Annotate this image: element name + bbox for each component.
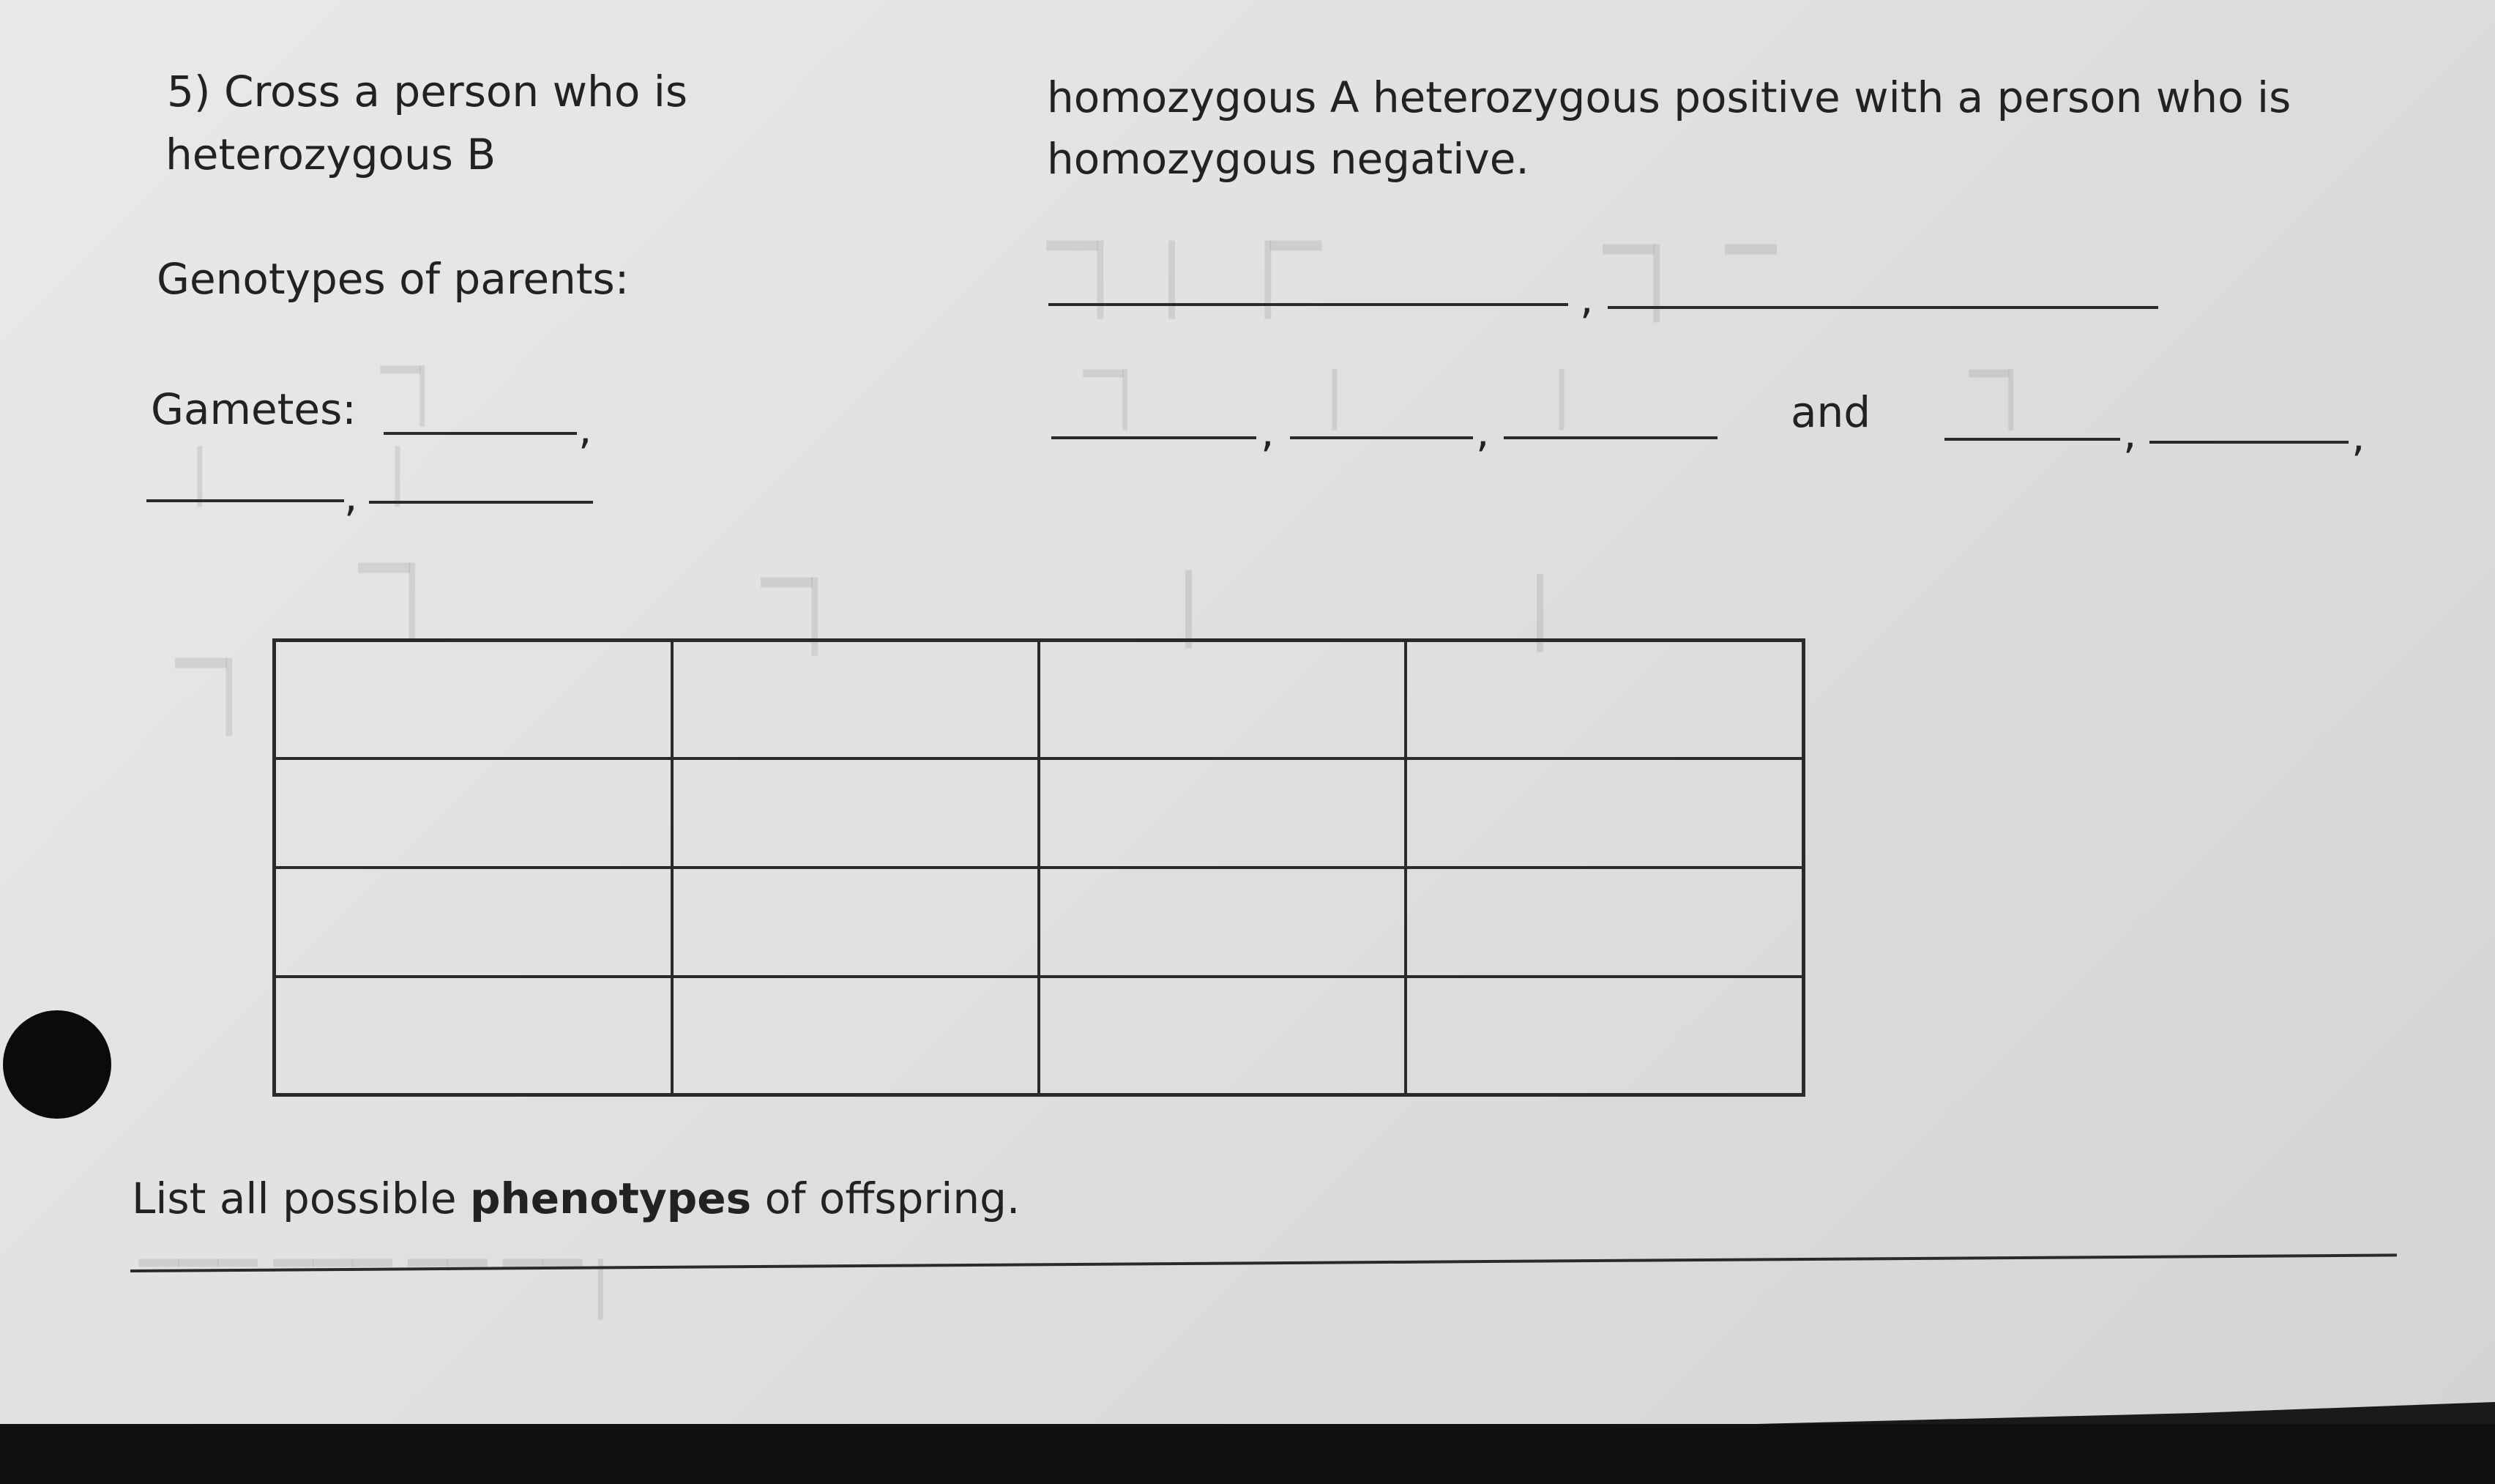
phenotypes-prompt-before: List all possible (132, 1174, 470, 1223)
phenotypes-prompt-bold: phenotypes (469, 1174, 752, 1223)
erased-pencil-mark: ▔▏ (1969, 370, 2048, 430)
gamete-blank-4[interactable] (1504, 436, 1718, 439)
erased-pencil-mark: ▔▔▔ ▔▔▔ ▔▔ ▔▔ ▏ (139, 1259, 638, 1319)
genotype-blank-2[interactable] (1608, 306, 2158, 309)
comma: , (1580, 274, 1594, 324)
erased-pencil-mark: ▏ (1537, 575, 1589, 652)
gamete-blank-1[interactable] (384, 432, 577, 435)
punnett-cell[interactable] (1406, 977, 1803, 1095)
comma: , (1261, 407, 1275, 457)
punnett-cell[interactable] (1039, 758, 1406, 868)
genotypes-label: Genotypes of parents: (157, 254, 630, 304)
gametes-label: Gametes: (151, 384, 357, 434)
erased-pencil-mark: ▏ (1186, 571, 1237, 648)
erased-pencil-mark: ▏ (1559, 370, 1599, 430)
phenotypes-prompt (132, 1167, 1020, 1230)
erased-pencil-mark: ▔▏ (761, 578, 863, 655)
phenotypes-prompt-after: of offspring. (751, 1174, 1021, 1223)
punnett-cell[interactable] (672, 758, 1039, 868)
punnett-row (275, 868, 1804, 977)
binder-hole (3, 1010, 111, 1119)
punnett-cell[interactable] (275, 977, 672, 1095)
punnett-cell[interactable] (672, 977, 1039, 1095)
punnett-cell[interactable] (275, 641, 672, 758)
erased-pencil-mark: ▔▏ (381, 366, 460, 426)
punnett-row (275, 977, 1804, 1095)
gamete-blank-5[interactable] (1944, 438, 2120, 441)
gamete-blank-8[interactable] (369, 501, 593, 504)
erased-pencil-mark: ▔▏ (359, 564, 460, 641)
punnett-cell[interactable] (275, 868, 672, 977)
and-label: and (1791, 387, 1871, 437)
punnett-row (275, 641, 1804, 758)
punnett-cell[interactable] (672, 641, 1039, 758)
question-line-2-left: heterozygous B (165, 130, 496, 179)
punnett-cell[interactable] (672, 868, 1039, 977)
erased-pencil-mark: ▔▏ ▔ (1603, 245, 1777, 322)
gamete-blank-7[interactable] (146, 499, 344, 502)
punnett-square (272, 638, 1805, 1097)
comma: , (578, 404, 592, 454)
comma: , (2352, 411, 2365, 461)
erased-pencil-mark: ▏ (395, 447, 435, 507)
question-line-1-right: homozygous A heterozygous positive with a person who is (1047, 72, 2291, 122)
erased-pencil-mark: ▔▏ (1084, 370, 1163, 430)
gamete-blank-3[interactable] (1290, 436, 1473, 439)
genotype-blank-1[interactable] (1048, 303, 1568, 306)
punnett-cell[interactable] (1039, 641, 1406, 758)
erased-pencil-mark: ▔▏ ▏▕▔ (1047, 242, 1321, 318)
question-line-1-left: 5) Cross a person who is (167, 67, 688, 116)
comma: , (1476, 407, 1490, 457)
punnett-cell[interactable] (1039, 977, 1406, 1095)
erased-pencil-mark: ▏ (1332, 370, 1372, 430)
desk-surface (0, 1424, 2495, 1484)
comma: , (2123, 409, 2137, 458)
punnett-row (275, 758, 1804, 868)
punnett-cell[interactable] (1406, 868, 1803, 977)
gamete-blank-2[interactable] (1051, 436, 1256, 439)
comma: , (344, 471, 358, 521)
erased-pencil-mark: ▔▏ (176, 659, 277, 736)
question-line-2-right: homozygous negative. (1047, 134, 1529, 184)
gamete-blank-6[interactable] (2149, 441, 2349, 444)
erased-pencil-mark: ▏ (198, 447, 237, 507)
punnett-cell[interactable] (1406, 641, 1803, 758)
punnett-cell[interactable] (1406, 758, 1803, 868)
punnett-cell[interactable] (275, 758, 672, 868)
punnett-cell[interactable] (1039, 868, 1406, 977)
